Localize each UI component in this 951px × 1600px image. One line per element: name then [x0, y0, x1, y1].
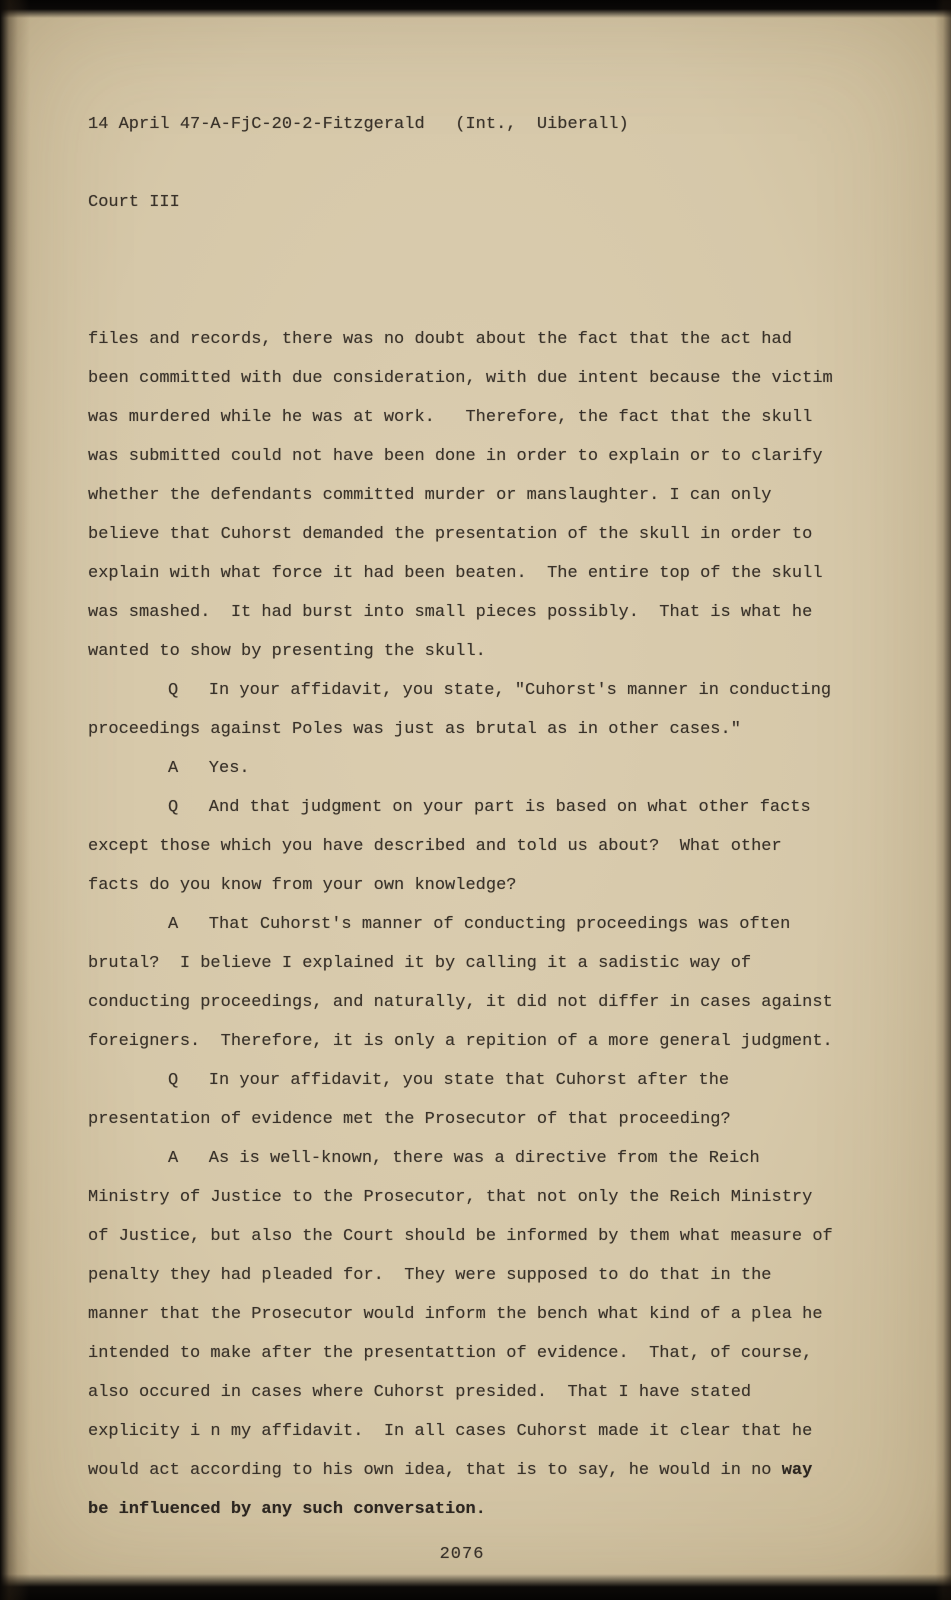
transcript-paragraph: files and records, there was no doubt about the fact that the act had been committed with due consideration, with due intent because the victim was murdered while he was at work. Therefore, the fact that the skull was submitted could not have been done in order to explain or to clarify whether the defendants committed murder or manslaughter. I can only believe that Cuhorst demanded the presentation of the skull in order to explain with what force it had been beaten. The entire top of the skull was smashed. It had burst into small pieces possibly. That is what he wanted to show by presenting the skull. — [88, 330, 843, 661]
answer-text-emphasis: way be influenced by any such conversation. — [88, 1461, 823, 1519]
scan-edge-right — [935, 0, 951, 1600]
transcript-answer: A Yes. — [168, 759, 250, 778]
header-line-court: Court III — [88, 193, 180, 212]
page-number: 2076 — [439, 1545, 485, 1564]
scan-edge-top — [0, 0, 951, 18]
scan-edge-left — [0, 0, 30, 1600]
scan-edge-bottom — [0, 1574, 951, 1600]
transcript-answer: A That Cuhorst's manner of conducting proceedings was often brutal? I believe I explained it by calling it a sadistic way of conducting proceedings, and naturally, it did not differ in cases against foreigners. Therefore, it is only a repition of a more general judgment. — [88, 915, 843, 1051]
transcript-answer — [88, 1139, 843, 1529]
answer-text: A As is well-known, there was a directive from the Reich Ministry of Justice to the Prosecutor, that not only the Reich Ministry of Justice, but also the Court should be informed by them what measure of penalty they had pleaded for. They were supposed to do that in the manner that the Prosecutor would inform the bench what kind of a plea he intended to make after the presentattion of evidence. That, of course, also occured in cases where Cuhorst presided. That I have stated explicity i n my affidavit. In all cases Cuhorst made it clear that he would act according to his own idea, that is to say, he would in no — [88, 1149, 843, 1480]
page-content — [88, 60, 843, 1564]
document-header — [88, 60, 836, 268]
header-line-case: 14 April 47-A-FjC-20-2-Fitzgerald (Int., Uiberall) — [88, 115, 629, 134]
transcript-question: Q And that judgment on your part is based on what other facts except those which you have described and told us about? What other facts do you know from your own knowledge? — [88, 798, 821, 895]
transcript-question: Q In your affidavit, you state that Cuhorst after the presentation of evidence met the Prosecutor of that proceeding? — [88, 1071, 740, 1129]
transcript-question: Q In your affidavit, you state, "Cuhorst's manner in conducting proceedings against Poles was just as brutal as in other cases." — [88, 681, 842, 739]
transcript-body — [88, 320, 843, 1529]
